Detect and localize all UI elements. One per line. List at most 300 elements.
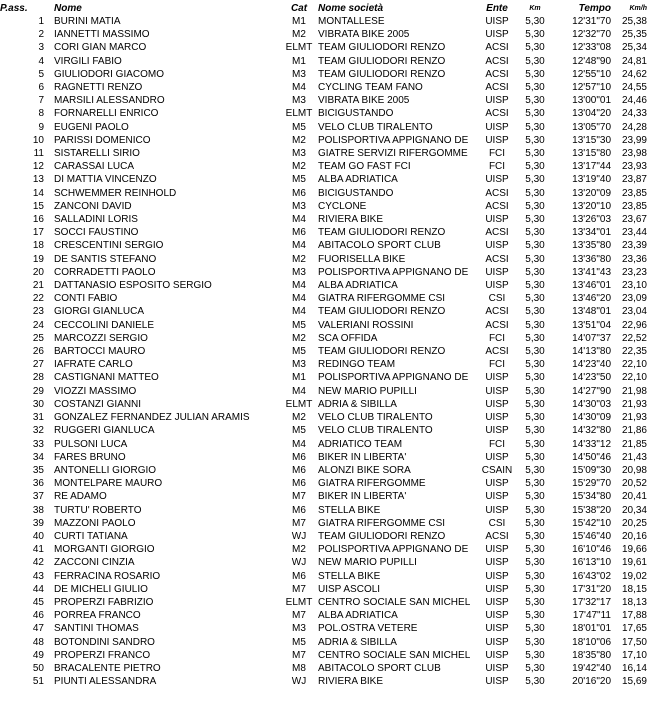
cell-km: 5,30 xyxy=(525,517,545,529)
cell-category: M7 xyxy=(292,649,306,661)
cell-society: ADRIA & SIBILLA xyxy=(318,636,397,648)
cell-name: PIUNTI ALESSANDRA xyxy=(54,676,157,688)
cell-km: 5,30 xyxy=(525,200,545,212)
cell-tempo: 13'00"01 xyxy=(572,95,611,107)
cell-name: SANTINI THOMAS xyxy=(54,623,139,635)
cell-category: M5 xyxy=(292,319,306,331)
cell-society: TEAM GIULIODORI RENZO xyxy=(318,530,446,542)
cell-category: M3 xyxy=(292,623,306,635)
cell-name: MONTELPARE MAURO xyxy=(54,478,163,490)
cell-name: GIULIODORI GIACOMO xyxy=(54,68,165,80)
cell-position: 33 xyxy=(32,438,44,450)
cell-tempo: 13'48"01 xyxy=(572,306,611,318)
cell-category: M7 xyxy=(292,583,306,595)
cell-category: M7 xyxy=(292,610,306,622)
cell-name: BRACALENTE PIETRO xyxy=(54,662,161,674)
cell-km: 5,30 xyxy=(525,557,545,569)
cell-name: DE SANTIS STEFANO xyxy=(54,253,157,265)
cell-society: TEAM GIULIODORI RENZO xyxy=(318,68,446,80)
table-row xyxy=(0,160,647,173)
cell-kmh: 19,66 xyxy=(621,544,647,556)
cell-position: 1 xyxy=(38,16,44,27)
cell-ente: UISP xyxy=(485,29,509,41)
cell-kmh: 23,09 xyxy=(621,293,647,305)
table-row xyxy=(0,292,647,305)
cell-society: VIBRATA BIKE 2005 xyxy=(318,95,410,107)
cell-position: 7 xyxy=(38,95,44,107)
cell-society: BICIGUSTANDO xyxy=(318,187,394,199)
cell-km: 5,30 xyxy=(525,570,545,582)
cell-category: M3 xyxy=(292,148,306,160)
table-row xyxy=(0,609,647,622)
cell-society: TEAM GIULIODORI RENZO xyxy=(318,227,446,239)
cell-km: 5,30 xyxy=(525,266,545,278)
cell-position: 20 xyxy=(32,266,44,278)
cell-position: 32 xyxy=(32,425,44,437)
cell-km: 5,30 xyxy=(525,55,545,67)
cell-km: 5,30 xyxy=(525,491,545,503)
cell-society: ADRIATICO TEAM xyxy=(318,438,403,450)
cell-category: M3 xyxy=(292,95,306,107)
cell-society: STELLA BIKE xyxy=(318,570,381,582)
cell-tempo: 14'32"80 xyxy=(572,425,611,437)
cell-name: PROPERZI FABRIZIO xyxy=(54,596,154,608)
cell-tempo: 14'23"50 xyxy=(572,372,611,384)
cell-position: 21 xyxy=(32,280,44,292)
cell-ente: UISP xyxy=(485,451,509,463)
cell-position: 48 xyxy=(32,636,44,648)
cell-category: M2 xyxy=(292,332,306,344)
cell-tempo: 14'30"03 xyxy=(572,398,611,410)
table-row xyxy=(0,173,647,186)
table-row xyxy=(0,358,647,371)
cell-name: FERRACINA ROSARIO xyxy=(54,570,161,582)
cell-kmh: 23,99 xyxy=(621,134,647,146)
cell-ente: ACSI xyxy=(485,253,509,265)
cell-society: STELLA BIKE xyxy=(318,504,381,516)
cell-society: ALONZI BIKE SORA xyxy=(318,464,411,476)
cell-kmh: 21,85 xyxy=(621,438,647,450)
cell-position: 22 xyxy=(32,293,44,305)
cell-km: 5,30 xyxy=(525,121,545,133)
cell-tempo: 19'42"40 xyxy=(572,662,611,674)
table-row xyxy=(0,424,647,437)
cell-society: VELO CLUB TIRALENTO xyxy=(318,425,433,437)
cell-name: SCHWEMMER REINHOLD xyxy=(54,187,177,199)
cell-position: 9 xyxy=(38,121,44,133)
cell-kmh: 25,38 xyxy=(621,16,647,27)
header-tempo: Tempo xyxy=(578,3,611,14)
cell-category: M4 xyxy=(292,280,306,292)
cell-km: 5,30 xyxy=(525,306,545,318)
cell-km: 5,30 xyxy=(525,478,545,490)
table-row xyxy=(0,187,647,200)
cell-tempo: 12'55"10 xyxy=(572,68,611,80)
cell-tempo: 12'48"90 xyxy=(572,55,611,67)
cell-ente: UISP xyxy=(485,623,509,635)
cell-name: MARSILI ALESSANDRO xyxy=(54,95,165,107)
cell-kmh: 23,44 xyxy=(621,227,647,239)
cell-name: RUGGERI GIANLUCA xyxy=(54,425,155,437)
cell-category: M4 xyxy=(292,385,306,397)
cell-kmh: 23,36 xyxy=(621,253,647,265)
table-row xyxy=(0,41,647,54)
cell-name: PROPERZI FRANCO xyxy=(54,649,151,661)
cell-kmh: 25,34 xyxy=(621,42,647,54)
cell-tempo: 13'46"20 xyxy=(572,293,611,305)
cell-society: SCA OFFIDA xyxy=(318,332,378,344)
header-name: Nome xyxy=(54,3,82,14)
cell-society: GIATRA RIFERGOMME CSI xyxy=(318,293,446,305)
cell-tempo: 12'57"10 xyxy=(572,82,611,94)
cell-ente: UISP xyxy=(485,636,509,648)
cell-ente: UISP xyxy=(485,596,509,608)
cell-position: 2 xyxy=(38,29,44,41)
table-row xyxy=(0,371,647,384)
cell-km: 5,30 xyxy=(525,174,545,186)
cell-kmh: 17,65 xyxy=(621,623,647,635)
cell-kmh: 23,23 xyxy=(621,266,647,278)
table-row xyxy=(0,345,647,358)
table-row xyxy=(0,253,647,266)
cell-ente: UISP xyxy=(485,504,509,516)
cell-tempo: 14'07"37 xyxy=(572,332,611,344)
cell-tempo: 17'31"20 xyxy=(572,583,611,595)
cell-position: 10 xyxy=(32,134,44,146)
cell-name: BOTONDINI SANDRO xyxy=(54,636,155,648)
cell-ente: ACSI xyxy=(485,227,509,239)
cell-category: M7 xyxy=(292,491,306,503)
cell-position: 43 xyxy=(32,570,44,582)
table-row xyxy=(0,517,647,530)
cell-category: M4 xyxy=(292,82,306,94)
cell-society: RIVIERA BIKE xyxy=(318,214,384,226)
cell-kmh: 19,02 xyxy=(621,570,647,582)
header-category: Cat xyxy=(290,3,308,14)
cell-tempo: 15'42"10 xyxy=(572,517,611,529)
cell-society: MONTALLESE xyxy=(318,16,385,27)
cell-ente: ACSI xyxy=(485,319,509,331)
cell-km: 5,30 xyxy=(525,425,545,437)
table-row xyxy=(0,134,647,147)
cell-kmh: 15,69 xyxy=(621,676,647,688)
table-row xyxy=(0,121,647,134)
cell-ente: UISP xyxy=(485,570,509,582)
cell-society: TEAM GIULIODORI RENZO xyxy=(318,306,446,318)
cell-km: 5,30 xyxy=(525,583,545,595)
cell-position: 42 xyxy=(32,557,44,569)
cell-kmh: 23,98 xyxy=(621,148,647,160)
cell-kmh: 20,98 xyxy=(621,464,647,476)
table-body xyxy=(0,15,647,688)
cell-tempo: 16'13"10 xyxy=(572,557,611,569)
cell-name: CORI GIAN MARCO xyxy=(54,42,147,54)
cell-tempo: 13'05"70 xyxy=(572,121,611,133)
cell-society: POLISPORTIVA APPIGNANO DE xyxy=(318,266,469,278)
cell-society: BICIGUSTANDO xyxy=(318,108,394,120)
cell-ente: UISP xyxy=(485,583,509,595)
cell-society: CENTRO SOCIALE SAN MICHEL xyxy=(318,649,471,661)
cell-kmh: 24,33 xyxy=(621,108,647,120)
cell-ente: UISP xyxy=(485,398,509,410)
cell-position: 27 xyxy=(32,359,44,371)
cell-ente: ACSI xyxy=(485,530,509,542)
cell-name: GONZALEZ FERNANDEZ JULIAN ARAMIS xyxy=(54,412,250,424)
cell-category: M2 xyxy=(292,544,306,556)
cell-kmh: 24,55 xyxy=(621,82,647,94)
table-row xyxy=(0,94,647,107)
cell-name: CARASSAI LUCA xyxy=(54,161,135,173)
cell-name: BURINI MATIA xyxy=(54,16,121,27)
cell-kmh: 24,81 xyxy=(621,55,647,67)
cell-society: BIKER IN LIBERTA' xyxy=(318,491,407,503)
cell-tempo: 13'41"43 xyxy=(572,266,611,278)
table-row xyxy=(0,451,647,464)
cell-ente: ACSI xyxy=(485,108,509,120)
cell-km: 5,30 xyxy=(525,636,545,648)
cell-km: 5,30 xyxy=(525,214,545,226)
cell-km: 5,30 xyxy=(525,319,545,331)
cell-name: SISTARELLI SIRIO xyxy=(54,148,140,160)
cell-category: M6 xyxy=(292,570,306,582)
cell-position: 11 xyxy=(33,148,44,160)
cell-position: 16 xyxy=(32,214,44,226)
cell-km: 5,30 xyxy=(525,662,545,674)
cell-tempo: 18'10"06 xyxy=(572,636,611,648)
cell-society: CENTRO SOCIALE SAN MICHEL xyxy=(318,596,471,608)
table-row xyxy=(0,398,647,411)
cell-ente: FCI xyxy=(488,438,506,450)
cell-ente: UISP xyxy=(485,266,509,278)
cell-category: M2 xyxy=(292,412,306,424)
cell-position: 15 xyxy=(32,200,44,212)
cell-category: M6 xyxy=(292,464,306,476)
cell-name: ANTONELLI GIORGIO xyxy=(54,464,157,476)
header-row xyxy=(0,2,647,15)
cell-ente: CSAIN xyxy=(481,464,513,476)
cell-category: M8 xyxy=(292,662,306,674)
cell-tempo: 17'47"11 xyxy=(572,610,611,622)
cell-km: 5,30 xyxy=(525,82,545,94)
cell-kmh: 20,52 xyxy=(621,478,647,490)
cell-society: ALBA ADRIATICA xyxy=(318,174,398,186)
table-row xyxy=(0,28,647,41)
cell-km: 5,30 xyxy=(525,29,545,41)
cell-position: 31 xyxy=(32,412,44,424)
cell-position: 4 xyxy=(38,55,44,67)
cell-category: M5 xyxy=(292,174,306,186)
table-row xyxy=(0,239,647,252)
cell-name: EUGENI PAOLO xyxy=(54,121,129,133)
table-row xyxy=(0,319,647,332)
cell-ente: ACSI xyxy=(485,42,509,54)
table-row xyxy=(0,543,647,556)
cell-category: M3 xyxy=(292,359,306,371)
cell-position: 29 xyxy=(32,385,44,397)
cell-km: 5,30 xyxy=(525,451,545,463)
cell-km: 5,30 xyxy=(525,42,545,54)
cell-society: ABITACOLO SPORT CLUB xyxy=(318,662,441,674)
cell-name: TURTU' ROBERTO xyxy=(54,504,142,516)
cell-kmh: 20,34 xyxy=(621,504,647,516)
cell-ente: ACSI xyxy=(485,82,509,94)
cell-society: REDINGO TEAM xyxy=(318,359,396,371)
cell-tempo: 13'36"80 xyxy=(572,253,611,265)
table-row xyxy=(0,649,647,662)
cell-kmh: 23,85 xyxy=(621,200,647,212)
cell-tempo: 12'31"70 xyxy=(572,16,611,27)
table-row xyxy=(0,622,647,635)
cell-tempo: 13'15"30 xyxy=(572,134,611,146)
cell-society: NEW MARIO PUPILLI xyxy=(318,385,417,397)
table-row xyxy=(0,68,647,81)
cell-society: TEAM GIULIODORI RENZO xyxy=(318,346,446,358)
cell-km: 5,30 xyxy=(525,134,545,146)
cell-ente: UISP xyxy=(485,280,509,292)
cell-ente: UISP xyxy=(485,174,509,186)
cell-name: CRESCENTINI SERGIO xyxy=(54,240,164,252)
cell-name: DE MICHELI GIULIO xyxy=(54,583,148,595)
cell-position: 19 xyxy=(32,253,44,265)
cell-km: 5,30 xyxy=(525,610,545,622)
header-society: Nome società xyxy=(318,3,384,14)
cell-tempo: 14'23"40 xyxy=(572,359,611,371)
table-row xyxy=(0,477,647,490)
cell-ente: ACSI xyxy=(485,187,509,199)
cell-tempo: 13'17"44 xyxy=(572,161,611,173)
cell-km: 5,30 xyxy=(525,346,545,358)
cell-km: 5,30 xyxy=(525,148,545,160)
cell-kmh: 22,52 xyxy=(621,332,647,344)
cell-kmh: 21,86 xyxy=(621,425,647,437)
cell-name: MARCOZZI SERGIO xyxy=(54,332,148,344)
cell-ente: ACSI xyxy=(485,346,509,358)
cell-name: ZACCONI CINZIA xyxy=(54,557,135,569)
cell-tempo: 13'04"20 xyxy=(572,108,611,120)
cell-tempo: 18'01"01 xyxy=(572,623,611,635)
cell-name: DI MATTIA VINCENZO xyxy=(54,174,157,186)
cell-km: 5,30 xyxy=(525,438,545,450)
cell-tempo: 16'10"46 xyxy=(572,544,611,556)
cell-name: FORNARELLI ENRICO xyxy=(54,108,159,120)
cell-kmh: 24,46 xyxy=(621,95,647,107)
cell-tempo: 15'38"20 xyxy=(572,504,611,516)
cell-kmh: 17,50 xyxy=(621,636,647,648)
header-kmh: Km/h xyxy=(629,5,647,12)
table-row xyxy=(0,55,647,68)
cell-society: GIATRA RIFERGOMME xyxy=(318,478,426,490)
cell-ente: UISP xyxy=(485,544,509,556)
cell-category: M2 xyxy=(292,134,306,146)
cell-kmh: 22,96 xyxy=(621,319,647,331)
cell-ente: FCI xyxy=(488,148,506,160)
cell-category: WJ xyxy=(291,530,307,542)
cell-society: ADRIA & SIBILLA xyxy=(318,398,397,410)
cell-society: NEW MARIO PUPILLI xyxy=(318,557,417,569)
cell-ente: UISP xyxy=(485,412,509,424)
cell-position: 38 xyxy=(32,504,44,516)
cell-ente: UISP xyxy=(485,491,509,503)
cell-position: 45 xyxy=(32,596,44,608)
cell-ente: UISP xyxy=(485,214,509,226)
cell-position: 46 xyxy=(32,610,44,622)
cell-kmh: 18,13 xyxy=(621,596,647,608)
cell-km: 5,30 xyxy=(525,16,545,27)
cell-km: 5,30 xyxy=(525,530,545,542)
cell-society: TEAM GO FAST FCI xyxy=(318,161,411,173)
cell-category: M3 xyxy=(292,266,306,278)
cell-kmh: 23,93 xyxy=(621,161,647,173)
cell-km: 5,30 xyxy=(525,95,545,107)
cell-name: PARISSI DOMENICO xyxy=(54,134,151,146)
cell-name: CASTIGNANI MATTEO xyxy=(54,372,159,384)
cell-category: M4 xyxy=(292,438,306,450)
cell-kmh: 22,10 xyxy=(621,372,647,384)
cell-category: M5 xyxy=(292,121,306,133)
cell-category: M2 xyxy=(292,161,306,173)
cell-name: BARTOCCI MAURO xyxy=(54,346,146,358)
cell-ente: FCI xyxy=(488,161,506,173)
cell-tempo: 14'13"80 xyxy=(572,346,611,358)
cell-kmh: 24,28 xyxy=(621,121,647,133)
cell-tempo: 13'51"04 xyxy=(572,319,611,331)
cell-category: ELMT xyxy=(285,398,313,410)
cell-society: TEAM GIULIODORI RENZO xyxy=(318,55,446,67)
cell-category: WJ xyxy=(291,676,307,688)
cell-position: 39 xyxy=(32,517,44,529)
cell-category: M5 xyxy=(292,346,306,358)
cell-tempo: 12'32"70 xyxy=(572,29,611,41)
cell-km: 5,30 xyxy=(525,108,545,120)
table-row xyxy=(0,675,647,688)
cell-name: CECCOLINI DANIELE xyxy=(54,319,155,331)
cell-tempo: 13'19"40 xyxy=(572,174,611,186)
cell-name: IANNETTI MASSIMO xyxy=(54,29,150,41)
cell-kmh: 19,61 xyxy=(621,557,647,569)
cell-km: 5,30 xyxy=(525,293,545,305)
cell-category: WJ xyxy=(291,557,307,569)
cell-position: 17 xyxy=(32,227,44,239)
cell-name: DATTANASIO ESPOSITO SERGIO xyxy=(54,280,212,292)
cell-name: FARES BRUNO xyxy=(54,451,126,463)
cell-name: CURTI TATIANA xyxy=(54,530,128,542)
table-row xyxy=(0,200,647,213)
header-km: Km xyxy=(529,5,541,12)
cell-society: VELO CLUB TIRALENTO xyxy=(318,121,433,133)
cell-ente: UISP xyxy=(485,385,509,397)
cell-km: 5,30 xyxy=(525,253,545,265)
cell-ente: UISP xyxy=(485,610,509,622)
cell-ente: FCI xyxy=(488,359,506,371)
cell-name: COSTANZI GIANNI xyxy=(54,398,142,410)
cell-kmh: 23,87 xyxy=(621,174,647,186)
table-row xyxy=(0,266,647,279)
cell-society: VELO CLUB TIRALENTO xyxy=(318,412,433,424)
table-row xyxy=(0,81,647,94)
cell-category: M2 xyxy=(292,29,306,41)
cell-society: POLISPORTIVA APPIGNANO DE xyxy=(318,372,469,384)
cell-ente: UISP xyxy=(485,425,509,437)
cell-position: 5 xyxy=(38,68,44,80)
cell-category: M6 xyxy=(292,187,306,199)
cell-name: VIOZZI MASSIMO xyxy=(54,385,137,397)
cell-society: ABITACOLO SPORT CLUB xyxy=(318,240,441,252)
cell-kmh: 21,43 xyxy=(621,451,647,463)
cell-society: VALERIANI ROSSINI xyxy=(318,319,414,331)
cell-ente: UISP xyxy=(485,134,509,146)
cell-position: 23 xyxy=(32,306,44,318)
cell-name: PULSONI LUCA xyxy=(54,438,128,450)
